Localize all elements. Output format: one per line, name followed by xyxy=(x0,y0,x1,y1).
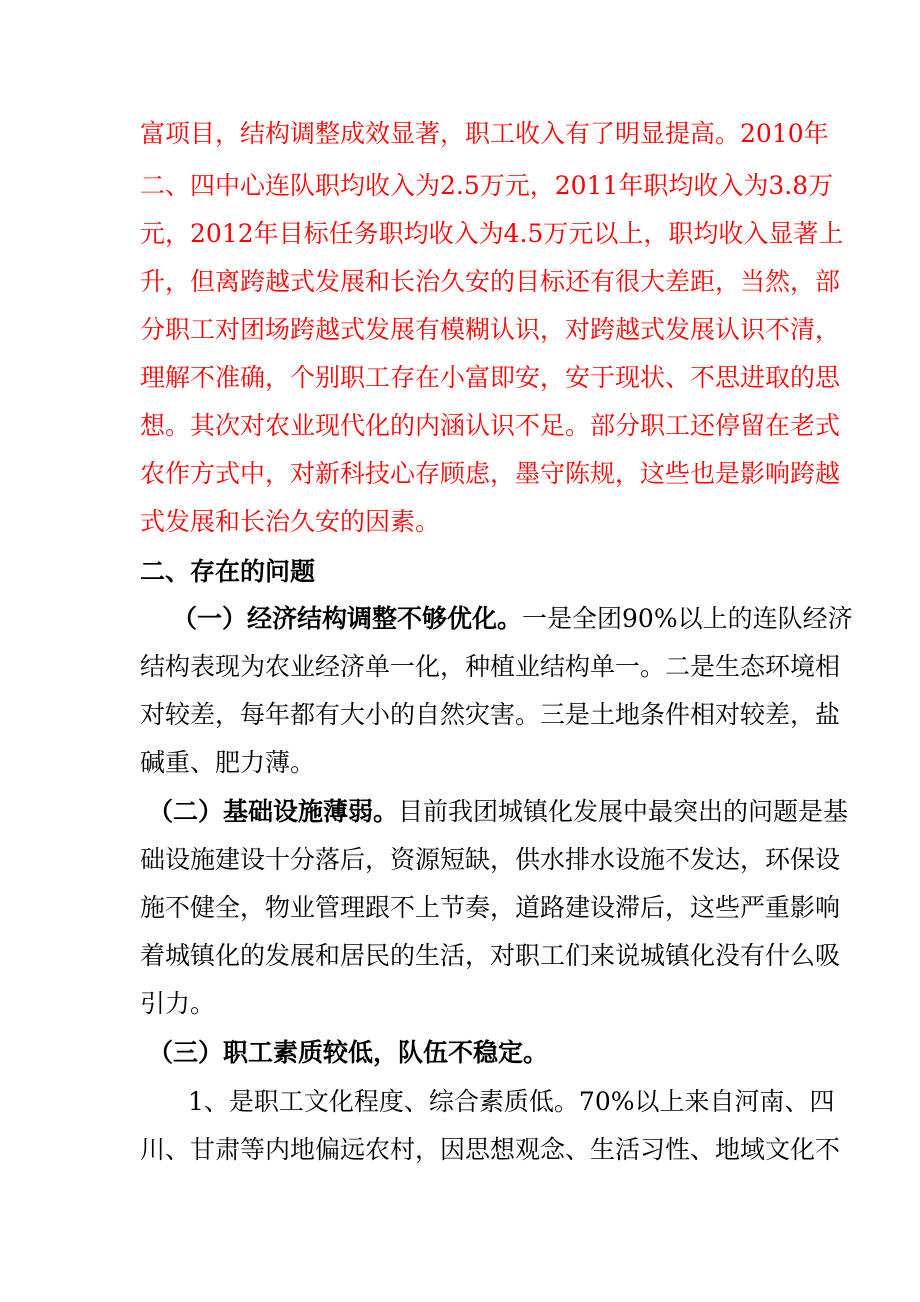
paragraph-line: 农作方式中，对新科技心存顾虑，墨守陈规，这些也是影响跨越 xyxy=(140,459,841,488)
paragraph-line: 元，2012年目标任务职均收入为4.5万元以上，职均收入显著上 xyxy=(140,219,844,248)
paragraph-line: 引力。 xyxy=(140,989,216,1018)
item-title: （一）经济结构调整不够优化。 xyxy=(172,604,523,633)
paragraph-line: 川、甘肃等内地偏远农村，因思想观念、生活习性、地域文化不 xyxy=(140,1135,841,1164)
paragraph-line: 想。其次对农业现代化的内涵认识不足。部分职工还停留在老式 xyxy=(140,411,841,440)
item-text: 一是全团90%以上的连队经济 xyxy=(522,604,853,633)
item-title: （二）基础设施薄弱。 xyxy=(148,797,399,826)
item-first-line xyxy=(148,796,849,828)
paragraph-line: 结构表现为农业经济单一化，种植业结构单一。二是生态环境相 xyxy=(140,652,841,681)
paragraph-line: 础设施建设十分落后，资源短缺，供水排水设施不发达，环保设 xyxy=(140,845,841,874)
item-text: 目前我团城镇化发展中最突出的问题是基 xyxy=(398,797,849,826)
paragraph-line: 富项目，结构调整成效显著，职工收入有了明显提高。2010年 xyxy=(140,119,829,148)
paragraph-line: 式发展和长治久安的因素。 xyxy=(140,507,441,536)
paragraph-line: 理解不准确，个别职工存在小富即安，安于现状、不思进取的思 xyxy=(140,363,841,392)
paragraph-line: 施不健全，物业管理跟不上节奏，道路建设滞后，这些严重影响 xyxy=(140,893,841,922)
paragraph-line: 升，但离跨越式发展和长治久安的目标还有很大差距，当然，部 xyxy=(140,267,841,296)
item-first-line xyxy=(172,603,853,635)
paragraph-line: 二、四中心连队职均收入为2.5万元，2011年职均收入为3.8万 xyxy=(140,171,834,200)
paragraph-line: 碱重、肥力薄。 xyxy=(140,748,316,777)
subitem-first-line: 1、是职工文化程度、综合素质低。70%以上来自河南、四 xyxy=(188,1087,835,1116)
section-heading: 二、存在的问题 xyxy=(140,557,316,586)
paragraph-line: 着城镇化的发展和居民的生活，对职工们来说城镇化没有什么吸 xyxy=(140,941,841,970)
paragraph-line: 对较差，每年都有大小的自然灾害。三是土地条件相对较差，盐 xyxy=(140,700,841,729)
paragraph-line: 分职工对团场跨越式发展有模糊认识，对跨越式发展认识不清， xyxy=(140,315,841,344)
item-3-title: （三）职工素质较低，队伍不稳定。 xyxy=(148,1038,549,1067)
